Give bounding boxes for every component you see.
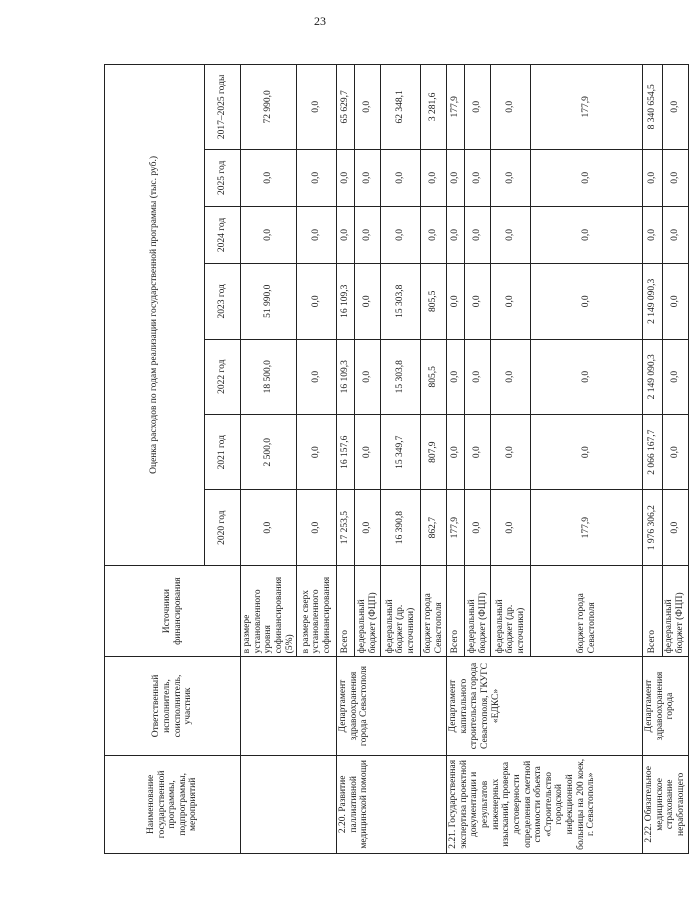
- value-cell: 0,0: [241, 490, 297, 565]
- value-cell: 177,9: [447, 65, 465, 150]
- year-header: 2020 год: [205, 490, 241, 565]
- value-cell: 0,0: [337, 149, 355, 206]
- value-cell: 0,0: [491, 149, 531, 206]
- value-cell: 0,0: [662, 149, 688, 206]
- value-cell: 0,0: [531, 206, 643, 263]
- source-cell: федеральный бюджет (ФЦП): [465, 565, 491, 656]
- value-cell: 0,0: [355, 65, 381, 150]
- value-cell: 0,0: [662, 339, 688, 414]
- value-cell: 0,0: [465, 414, 491, 489]
- value-cell: 807,9: [421, 414, 447, 489]
- value-cell: 65 629,7: [337, 65, 355, 150]
- financing-table: [104, 64, 689, 854]
- page-number: 23: [314, 14, 326, 28]
- value-cell: 0,0: [491, 206, 531, 263]
- value-cell: 51 990,0: [241, 264, 297, 339]
- value-cell: 0,0: [447, 414, 465, 489]
- value-cell: 0,0: [447, 339, 465, 414]
- executor-cell: [241, 657, 337, 755]
- value-cell: 0,0: [447, 264, 465, 339]
- name-cell: [241, 755, 337, 853]
- value-cell: 15 349,7: [381, 414, 421, 489]
- value-cell: 0,0: [662, 414, 688, 489]
- value-cell: 0,0: [531, 339, 643, 414]
- value-cell: 0,0: [381, 149, 421, 206]
- value-cell: 0,0: [355, 264, 381, 339]
- value-cell: 16 109,3: [337, 264, 355, 339]
- value-cell: 0,0: [662, 264, 688, 339]
- source-cell: федеральный бюджет (др. источники): [381, 565, 421, 656]
- value-cell: 0,0: [465, 490, 491, 565]
- value-cell: 0,0: [447, 206, 465, 263]
- value-cell: 0,0: [355, 414, 381, 489]
- value-cell: 2 066 167,7: [643, 414, 662, 489]
- value-cell: 8 340 654,5: [643, 65, 662, 150]
- value-cell: 0,0: [447, 149, 465, 206]
- value-cell: 0,0: [421, 149, 447, 206]
- year-header: 2024 год: [205, 206, 241, 263]
- value-cell: 16 390,8: [381, 490, 421, 565]
- value-cell: 862,7: [421, 490, 447, 565]
- value-cell: 0,0: [297, 414, 337, 489]
- value-cell: 2 149 090,3: [643, 264, 662, 339]
- rotated-table-wrapper: [104, 64, 686, 854]
- year-header: 2022 год: [205, 339, 241, 414]
- source-cell: бюджет города Севастополя: [531, 565, 643, 656]
- value-cell: 0,0: [297, 264, 337, 339]
- source-cell: в размере установленного уровня софинансирования (5%): [241, 565, 297, 656]
- value-cell: 0,0: [465, 149, 491, 206]
- value-cell: 0,0: [381, 206, 421, 263]
- value-cell: 1 976 306,2: [643, 490, 662, 565]
- value-cell: 0,0: [465, 264, 491, 339]
- program-name-2-20: 2.20. Развитие паллиативной медицинской помощи: [337, 755, 447, 853]
- value-cell: 0,0: [297, 339, 337, 414]
- source-cell: в размере сверх установленного софинансирования: [297, 565, 337, 656]
- value-cell: 0,0: [465, 206, 491, 263]
- value-cell: 0,0: [297, 206, 337, 263]
- year-header: 2025 год: [205, 149, 241, 206]
- source-cell: бюджет города Севастополя: [421, 565, 447, 656]
- value-cell: 0,0: [491, 264, 531, 339]
- value-cell: 0,0: [421, 206, 447, 263]
- value-cell: 0,0: [241, 206, 297, 263]
- source-cell: федеральный бюджет (ФЦП): [355, 565, 381, 656]
- executor-2-22: Департамент здравоохранения города: [643, 657, 689, 755]
- value-cell: 0,0: [465, 65, 491, 150]
- table-row: [241, 65, 297, 854]
- table-row: [447, 65, 465, 854]
- value-cell: 0,0: [241, 149, 297, 206]
- value-cell: 0,0: [297, 490, 337, 565]
- value-cell: 0,0: [355, 490, 381, 565]
- year-header: 2021 год: [205, 414, 241, 489]
- program-name-2-21: 2.21. Государственная экспертиза проектной документации и результатов инженерных изысканий, проверка достоверности определения сметной стоимости объекта «Строительство городской инфекционной больницы на 200 коек, г. Севастополь»: [447, 755, 643, 853]
- source-cell: Всего: [337, 565, 355, 656]
- year-header: 2023 год: [205, 264, 241, 339]
- value-cell: 0,0: [465, 339, 491, 414]
- header-estimate: Оценка расходов по годам реализации государственной программы (тыс. руб.): [105, 65, 205, 566]
- value-cell: 3 281,6: [421, 65, 447, 150]
- value-cell: 16 109,3: [337, 339, 355, 414]
- value-cell: 16 157,6: [337, 414, 355, 489]
- value-cell: 0,0: [297, 65, 337, 150]
- value-cell: 177,9: [447, 490, 465, 565]
- source-cell: Всего: [447, 565, 465, 656]
- header-sources: Источники финансирования: [105, 565, 241, 656]
- value-cell: 177,9: [531, 65, 643, 150]
- value-cell: 0,0: [355, 339, 381, 414]
- value-cell: 0,0: [491, 414, 531, 489]
- value-cell: 0,0: [662, 65, 688, 150]
- value-cell: 0,0: [643, 149, 662, 206]
- value-cell: 0,0: [337, 206, 355, 263]
- value-cell: 177,9: [531, 490, 643, 565]
- value-cell: 2 500,0: [241, 414, 297, 489]
- value-cell: 17 253,5: [337, 490, 355, 565]
- value-cell: 0,0: [662, 490, 688, 565]
- value-cell: 0,0: [531, 149, 643, 206]
- header-name: Наименование государственной программы, подпрограммы, мероприятий: [105, 755, 241, 853]
- executor-2-21: Департамент капитального строительства города Севастополя, ГКУГС «ЕДКС»: [447, 657, 643, 755]
- value-cell: 15 303,8: [381, 339, 421, 414]
- value-cell: 0,0: [643, 206, 662, 263]
- value-cell: 0,0: [491, 339, 531, 414]
- value-cell: 72 990,0: [241, 65, 297, 150]
- source-cell: федеральный бюджет (ФЦП): [662, 565, 688, 656]
- value-cell: 18 500,0: [241, 339, 297, 414]
- value-cell: 805,5: [421, 264, 447, 339]
- value-cell: 15 303,8: [381, 264, 421, 339]
- source-cell: Всего: [643, 565, 662, 656]
- value-cell: 805,5: [421, 339, 447, 414]
- value-cell: 0,0: [491, 65, 531, 150]
- header-executor: Ответственный исполнитель, соисполнитель, участник: [105, 657, 241, 755]
- executor-2-20: Департамент здравоохранения города Севастополя: [337, 657, 447, 755]
- value-cell: 0,0: [491, 490, 531, 565]
- value-cell: 0,0: [531, 264, 643, 339]
- value-cell: 2 149 090,3: [643, 339, 662, 414]
- value-cell: 62 348,1: [381, 65, 421, 150]
- year-header: 2017–2025 годы: [205, 65, 241, 150]
- value-cell: 0,0: [355, 206, 381, 263]
- value-cell: 0,0: [531, 414, 643, 489]
- value-cell: 0,0: [355, 149, 381, 206]
- table-row: [337, 65, 355, 854]
- value-cell: 0,0: [297, 149, 337, 206]
- table-row: [643, 65, 662, 854]
- source-cell: федеральный бюджет (др. источники): [491, 565, 531, 656]
- value-cell: 0,0: [662, 206, 688, 263]
- program-name-2-22: 2.22. Обязательное медицинское страхование неработающего: [643, 755, 689, 853]
